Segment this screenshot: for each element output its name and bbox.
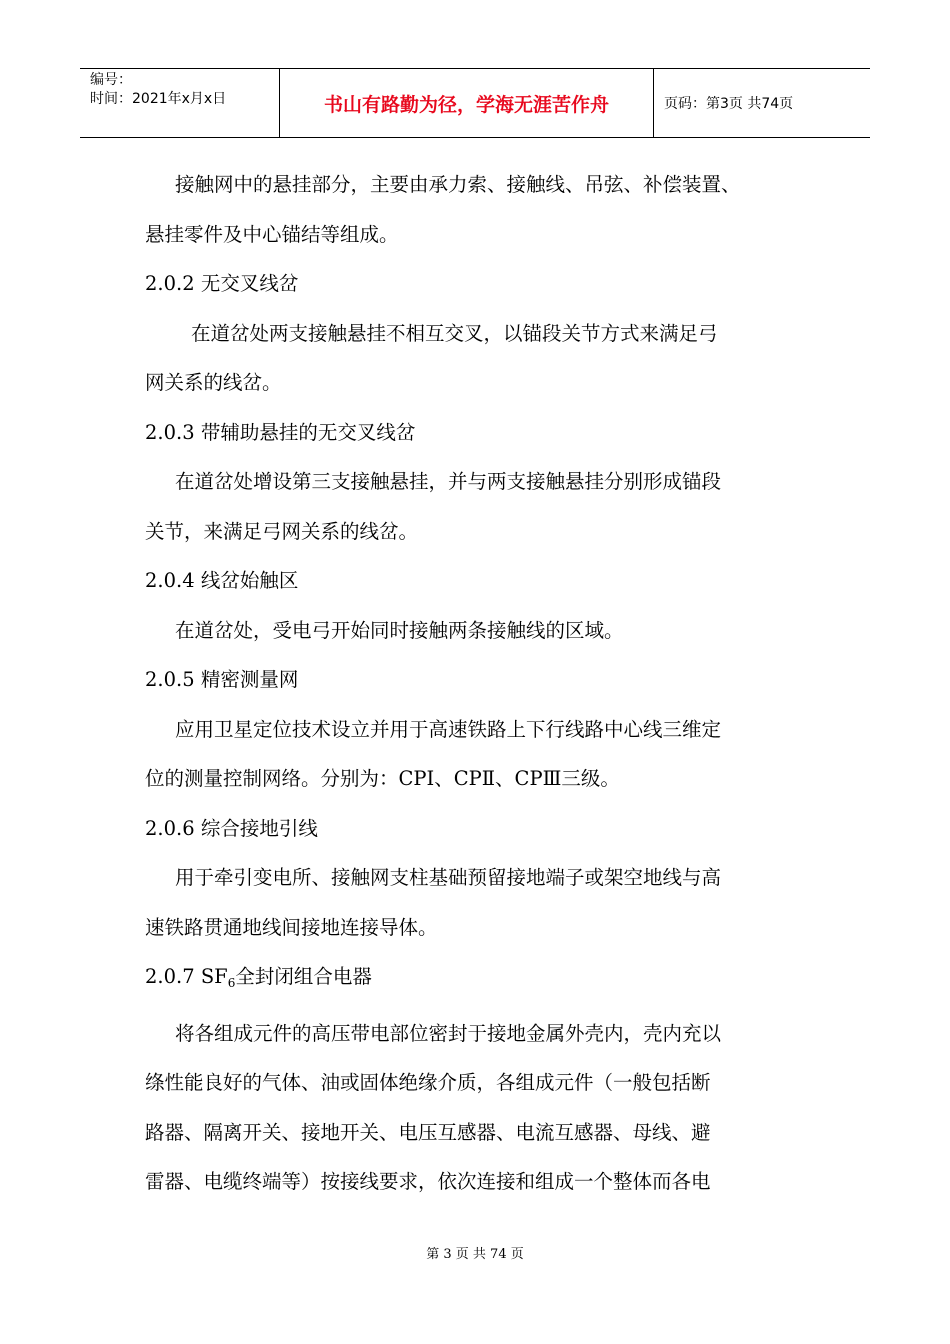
paragraph-line: 应用卫星定位技术设立并用于高速铁路上下行线路中心线三维定 (175, 717, 722, 741)
section-heading-2-0-6: 2.0.6 综合接地引线 (145, 816, 318, 840)
paragraph-line: 用于牵引变电所、接触网支柱基础预留接地端子或架空地线与高 (175, 866, 722, 889)
document-body (145, 160, 815, 1207)
document-date: 时间：2021年x月x日 (90, 91, 227, 107)
paragraph-line: 在道岔处两支接触悬挂不相互交叉，以锚段关节方式来满足弓 (191, 321, 718, 345)
paragraph-line: 路器、隔离开关、接地开关、电压互感器、电流互感器、母线、避 (145, 1120, 711, 1144)
section-heading-2-0-4: 2.0.4 线岔始触区 (145, 569, 299, 592)
paragraph-line: 在道岔处增设第三支接触悬挂，并与两支接触悬挂分别形成锚段 (175, 470, 722, 493)
heading-subscript: 6 (227, 976, 236, 990)
header-motto: 书山有路勤为径，学海无涯苦作舟 (280, 69, 654, 137)
paragraph-line: 网关系的线岔。 (145, 371, 282, 394)
paragraph-line: 速铁路贯通地线间接地连接导体。 (145, 915, 438, 939)
paragraph-line: 在道岔处，受电弓开始同时接触两条接触线的区域。 (175, 618, 624, 642)
section-heading-2-0-3: 2.0.3 带辅助悬挂的无交叉线岔 (145, 420, 416, 444)
paragraph-line: 将各组成元件的高压带电部位密封于接地金属外壳内，壳内充以 (175, 1021, 722, 1045)
header-meta-cell (80, 69, 280, 137)
paragraph-line: 悬挂零件及中心锚结等组成。 (145, 222, 399, 246)
header-page-info: 页码：第3页 共74页 (664, 96, 794, 112)
paragraph-line: 绦性能良好的气体、油或固体绝缘介质，各组成元件（一般包括断 (145, 1071, 711, 1094)
page-footer: 第 3 页 共 74 页 (426, 1247, 524, 1262)
paragraph-line: 位的测量控制网络。分别为：CPⅠ、CPⅡ、CPⅢ三级。 (145, 767, 620, 790)
page-header-table (80, 68, 870, 138)
paragraph-line: 接触网中的悬挂部分，主要由承力索、接触线、吊弦、补偿装置、 (175, 173, 741, 196)
heading-prefix: 2.0.7 SF (145, 965, 228, 988)
section-heading-2-0-7 (145, 952, 815, 1009)
section-heading-2-0-2: 2.0.2 无交叉线岔 (145, 272, 299, 295)
document-number-label: 编号： (90, 72, 132, 88)
paragraph-line: 雷器、电缆终端等）按接线要求，依次连接和组成一个整体而各电 (145, 1170, 711, 1193)
heading-suffix: 全封闭组合电器 (235, 965, 372, 988)
paragraph-line: 关节，来满足弓网关系的线岔。 (145, 519, 419, 543)
section-heading-2-0-5: 2.0.5 精密测量网 (145, 668, 299, 691)
